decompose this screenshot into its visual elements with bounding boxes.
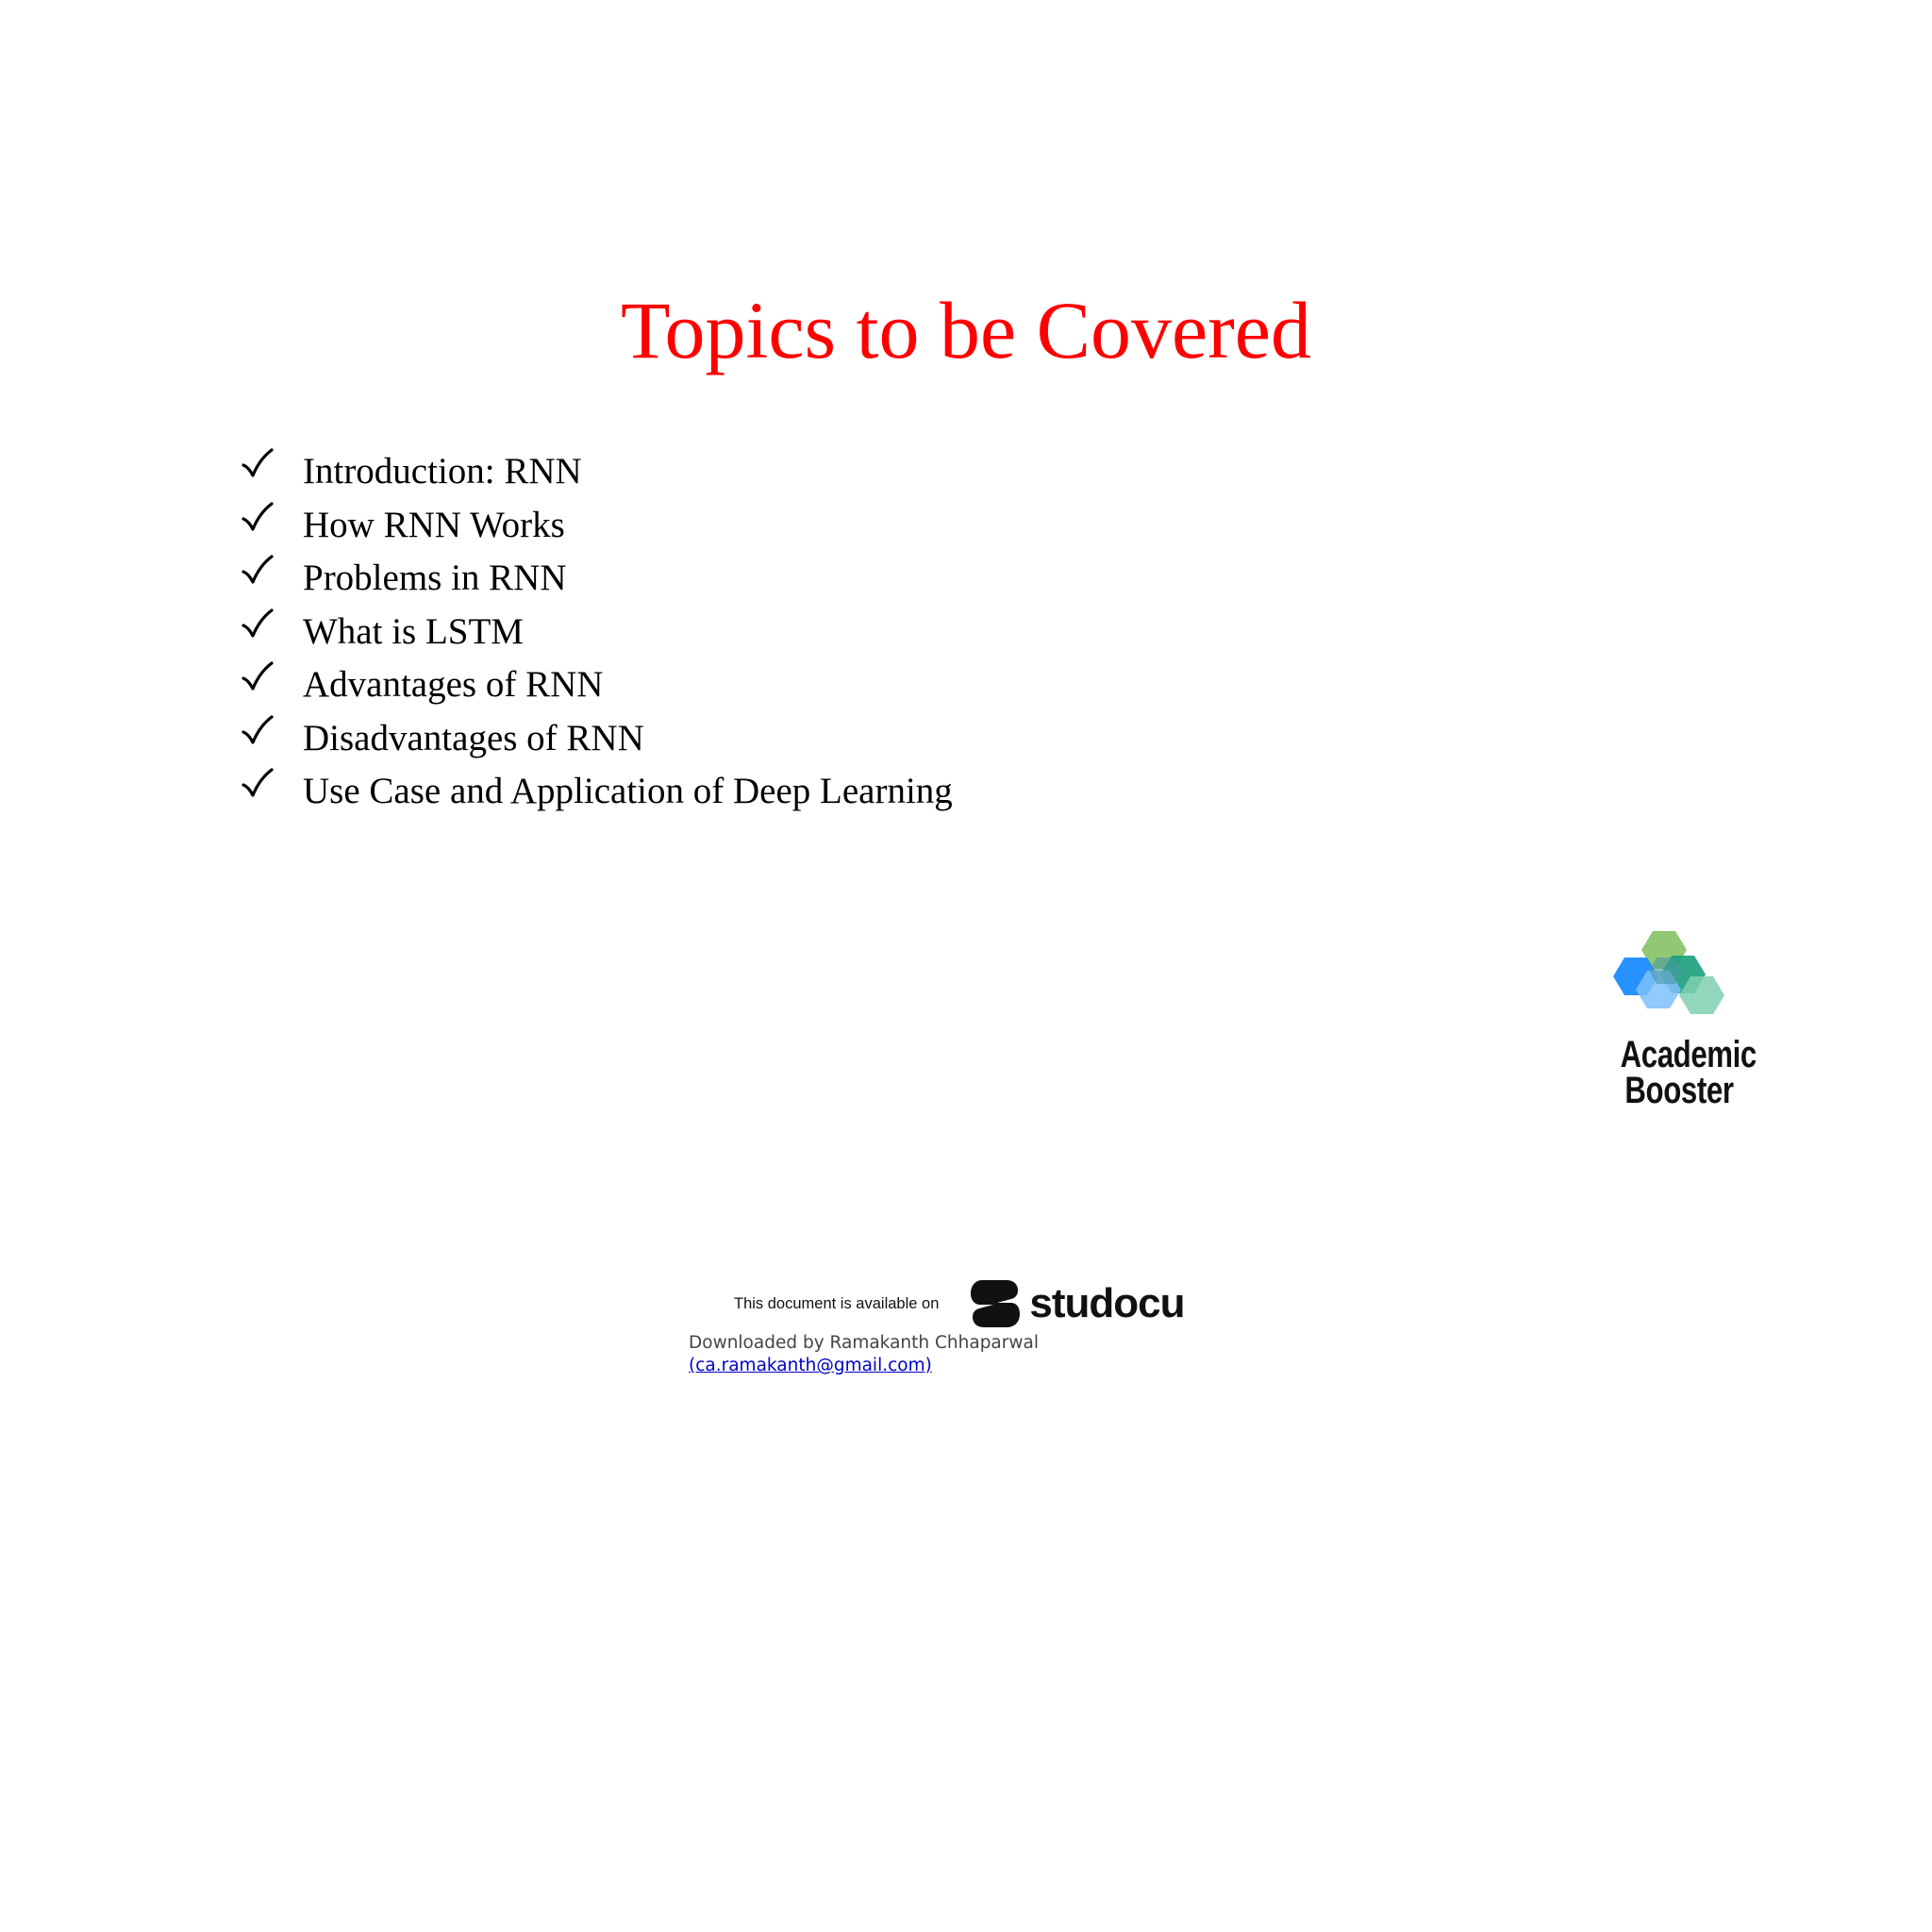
email-link[interactable]: (ca.ramakanth@gmail.com) [689, 1356, 932, 1375]
academic-booster-logo [1604, 929, 1755, 1118]
check-icon [241, 767, 275, 801]
list-item [241, 765, 953, 819]
list-item [241, 606, 953, 659]
studocu-s-icon [969, 1276, 1022, 1331]
list-item [241, 499, 953, 553]
check-icon [241, 714, 275, 748]
list-item [241, 658, 953, 712]
check-icon [241, 447, 275, 481]
logo-text-line1: Academic [1620, 1034, 1757, 1075]
hexagon-logo-icon [1604, 929, 1755, 1033]
topic-label: What is LSTM [303, 610, 524, 652]
topic-label: Disadvantages of RNN [303, 717, 644, 758]
topic-label: Introduction: RNN [303, 451, 582, 492]
topic-label: Use Case and Application of Deep Learning [303, 771, 953, 812]
check-icon [241, 501, 275, 535]
page-title: Topics to be Covered [621, 285, 1311, 375]
list-item [241, 552, 953, 606]
check-icon [241, 608, 275, 641]
studocu-wordmark: studocu [1029, 1280, 1185, 1326]
topic-label: Problems in RNN [303, 558, 567, 599]
downloaded-by-text: Downloaded by Ramakanth Chhaparwal [689, 1333, 1039, 1353]
availability-text: This document is available on [734, 1294, 940, 1312]
logo-text-line2: Booster [1624, 1070, 1734, 1111]
studocu-banner [734, 1275, 1184, 1332]
topics-list [241, 445, 953, 819]
check-icon [241, 660, 275, 694]
list-item [241, 712, 953, 766]
check-icon [241, 554, 275, 588]
topic-label: How RNN Works [303, 504, 565, 545]
list-item [241, 445, 953, 499]
topic-label: Advantages of RNN [303, 664, 604, 706]
